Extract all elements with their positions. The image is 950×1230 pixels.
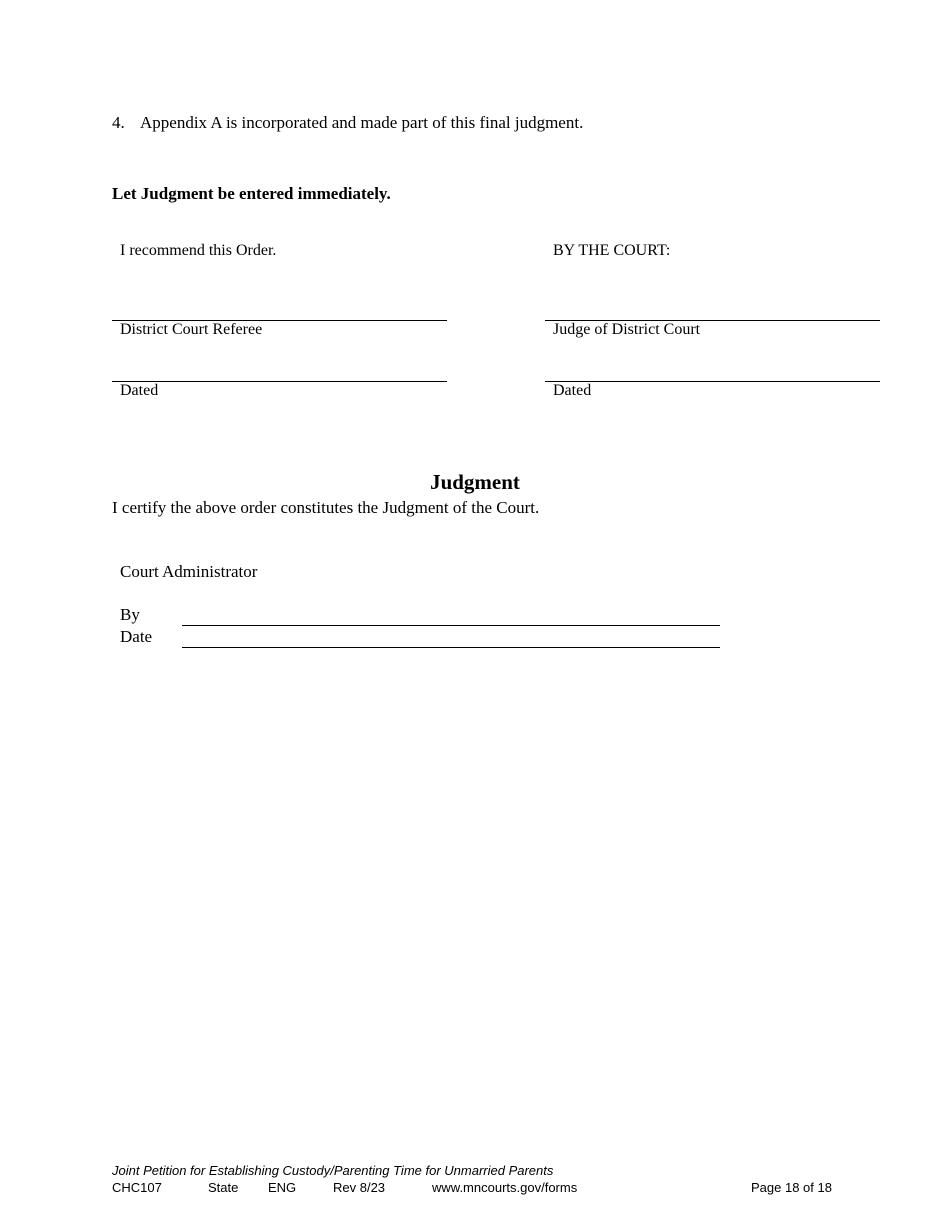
referee-dated-line[interactable]	[112, 381, 447, 382]
let-judgment-statement: Let Judgment be entered immediately.	[112, 184, 391, 203]
item-4	[112, 113, 583, 133]
judge-dated-line[interactable]	[545, 381, 880, 382]
footer-website[interactable]: www.mncourts.gov/forms	[432, 1180, 578, 1195]
item-4-text: Appendix A is incorporated and made part of this final judgment.	[140, 113, 584, 132]
date-label: Date	[120, 627, 153, 646]
footer-jurisdiction: State	[208, 1180, 239, 1195]
court-administrator-label: Court Administrator	[120, 562, 258, 581]
by-signature-line[interactable]	[182, 625, 720, 626]
recommend-text: I recommend this Order.	[120, 242, 277, 259]
footer-revision: Rev 8/23	[333, 1180, 386, 1195]
date-signature-line[interactable]	[182, 647, 720, 648]
footer-form-title: Joint Petition for Establishing Custody/Parenting Time for Unmarried Parents	[112, 1163, 554, 1178]
footer-language: ENG	[268, 1180, 297, 1195]
judgment-heading: Judgment	[430, 470, 520, 494]
certify-text: I certify the above order constitutes the Judgment of the Court.	[112, 498, 540, 517]
referee-label: District Court Referee	[120, 321, 263, 338]
judge-label: Judge of District Court	[553, 321, 701, 338]
judge-dated-label: Dated	[553, 382, 592, 399]
by-label: By	[120, 605, 140, 624]
footer-form-code: CHC107	[112, 1180, 162, 1195]
by-the-court-text: BY THE COURT:	[553, 242, 671, 259]
footer-page-number: Page 18 of 18	[751, 1180, 832, 1195]
item-4-number: 4.	[112, 113, 125, 132]
referee-dated-label: Dated	[120, 382, 159, 399]
